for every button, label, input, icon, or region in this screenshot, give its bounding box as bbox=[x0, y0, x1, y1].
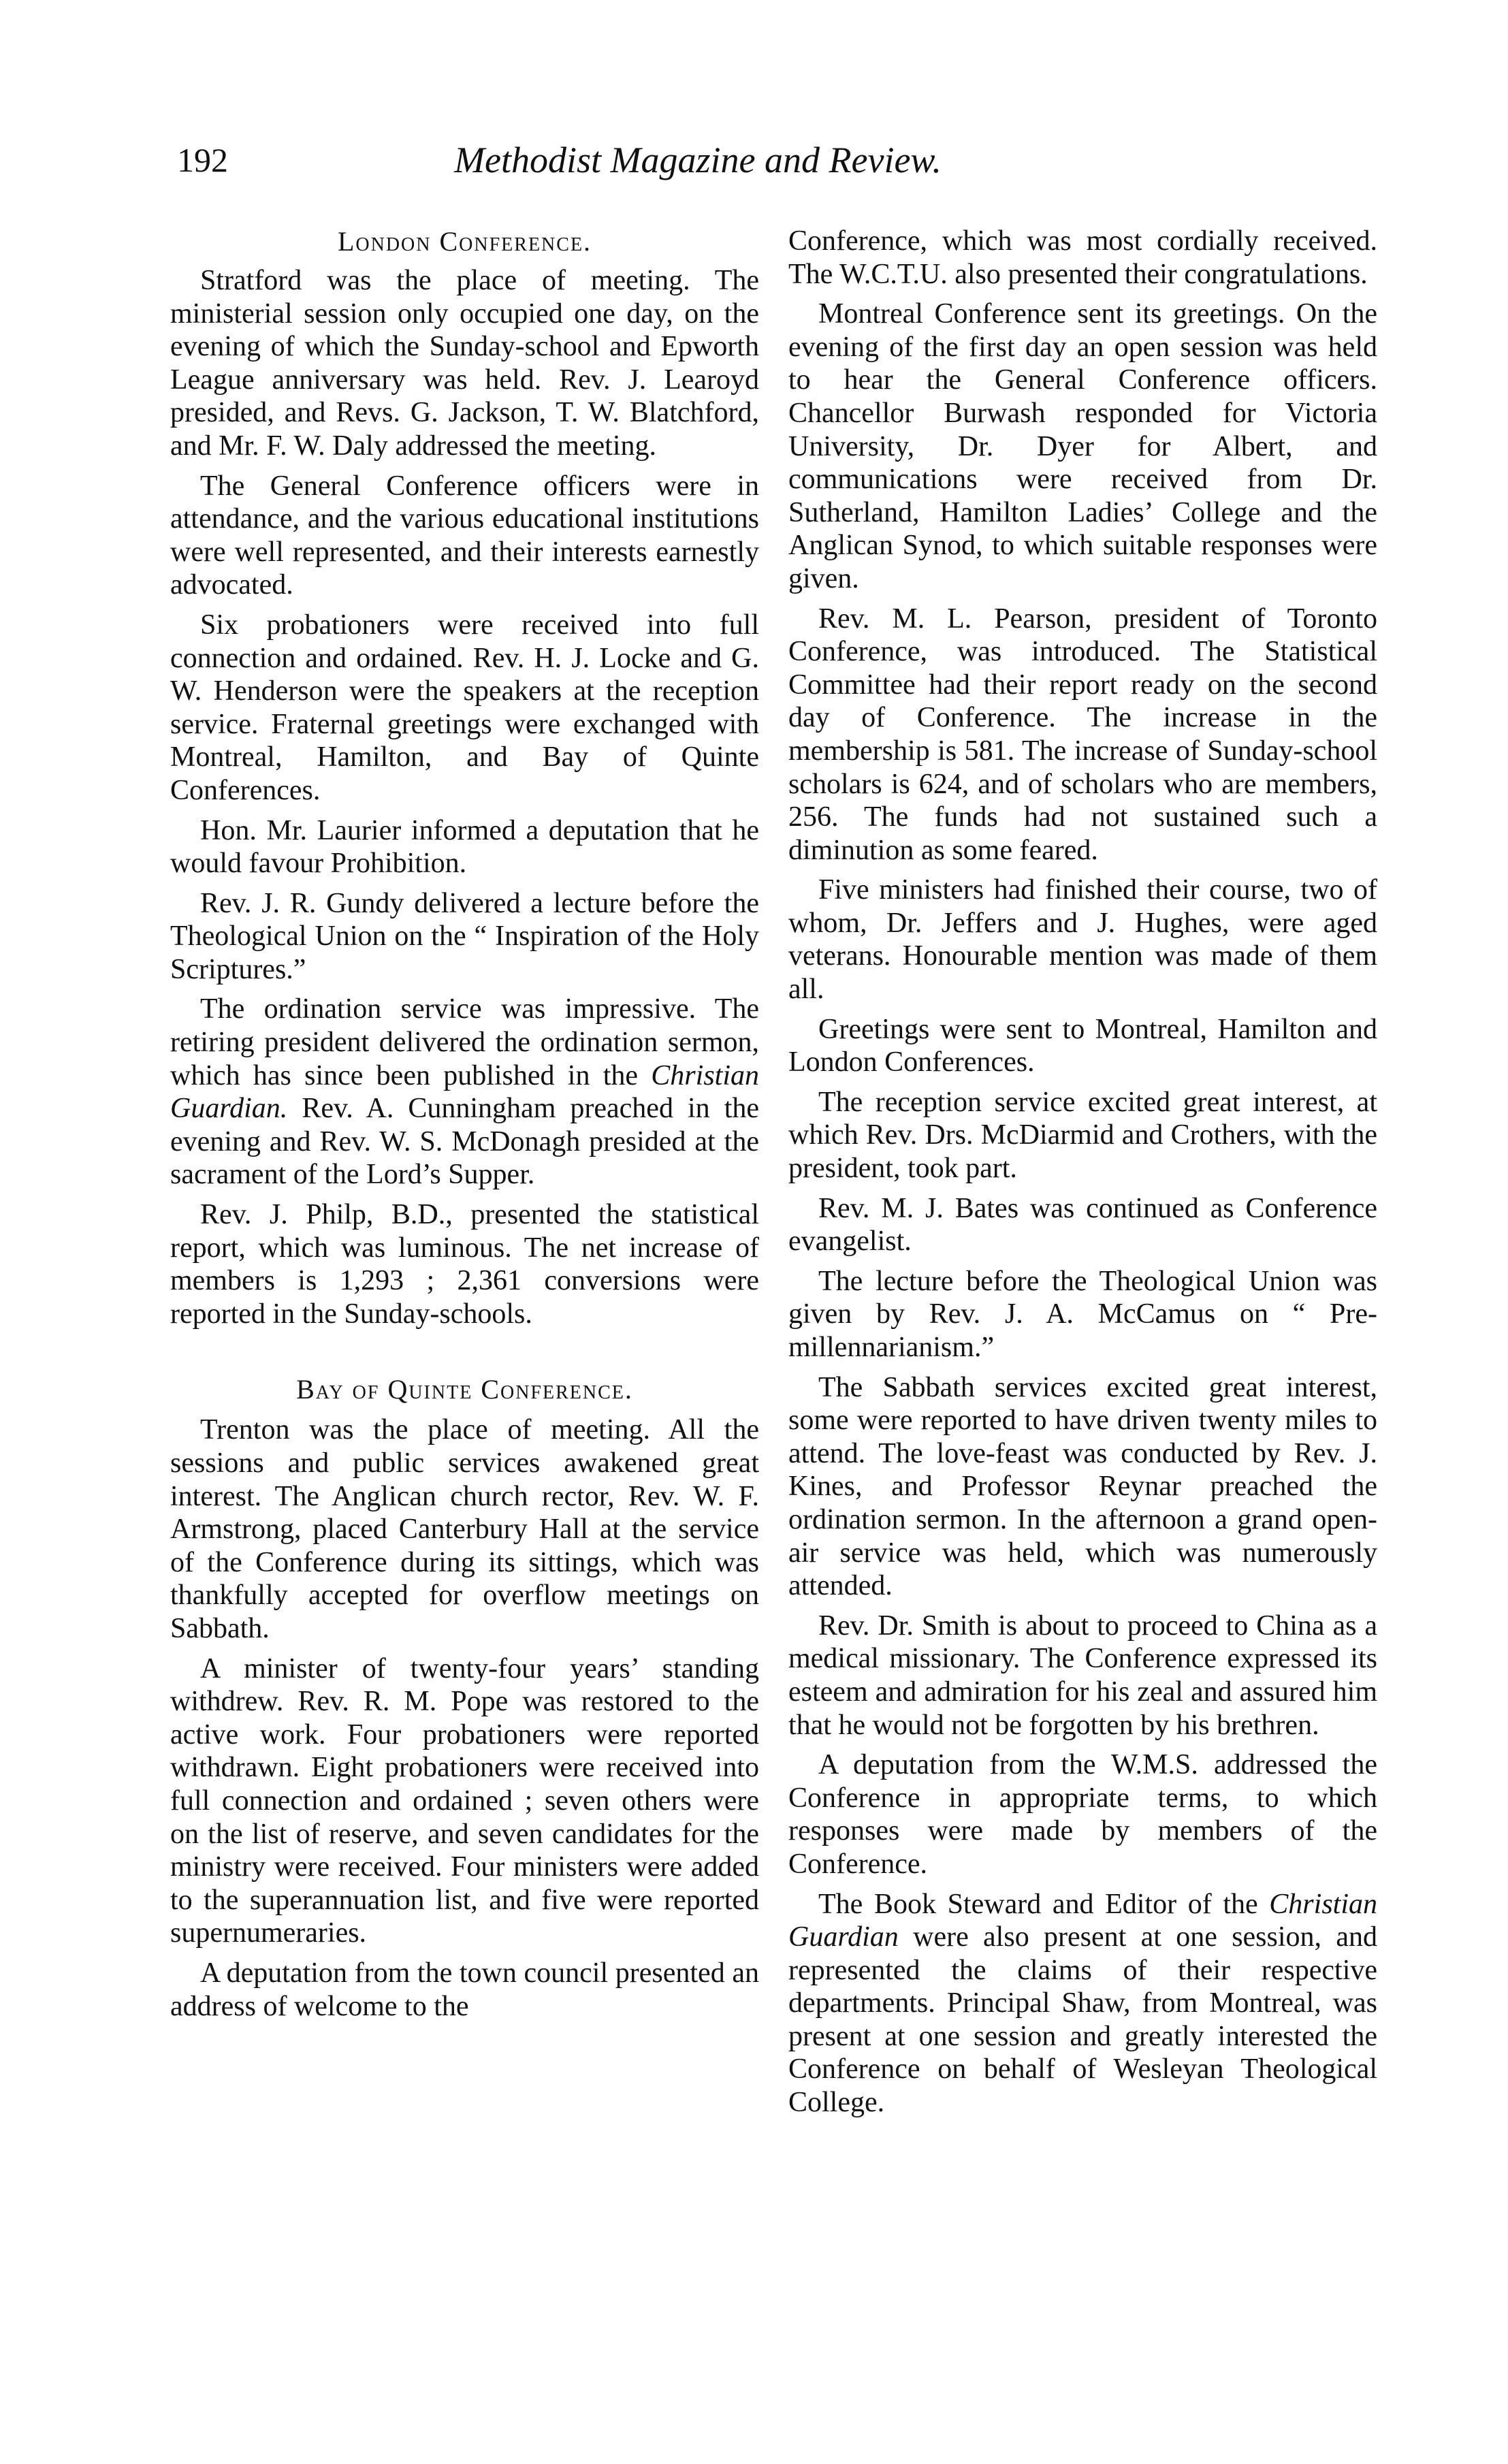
paragraph: Hon. Mr. Laurier informed a deputation that he would favour Prohibition. bbox=[170, 814, 759, 880]
paragraph: Rev. M. L. Pearson, president of Toronto Conference, was introduced. The Statistical Committee had their report ready on the second day of Conference. The increase in the membership is 581. The increase of Sunday-school scholars is 624, and of scholars who are members, 256. The funds had not sustained such a diminution as some feared. bbox=[788, 603, 1377, 866]
paragraph bbox=[788, 1888, 1377, 2119]
paragraph: Six probationers were received into full connection and ordained. Rev. H. J. Locke and G. W. Henderson were the speakers at the reception service. Fraternal greetings were exchanged with Montreal, Hamilton, and Bay of Quinte Conferences. bbox=[170, 609, 759, 806]
paragraph-continued: Conference, which was most cordially received. The W.C.T.U. also presented their congratulations. bbox=[788, 225, 1377, 290]
periodical-title: Christian Guardian. bbox=[170, 1059, 760, 1125]
left-column bbox=[170, 225, 759, 2030]
paragraph: Five ministers had finished their course, two of whom, Dr. Jeffers and J. Hughes, were aged veterans. Honourable mention was made of them all. bbox=[788, 874, 1377, 1006]
paragraph: The lecture before the Theological Union was given by Rev. J. A. McCamus on “ Pre-millennarianism.” bbox=[788, 1265, 1377, 1363]
paragraph: Greetings were sent to Montreal, Hamilton and London Conferences. bbox=[788, 1013, 1377, 1078]
right-column bbox=[788, 225, 1377, 2126]
text-run: The ordination service was impressive. The retiring president delivered the ordination sermon, which has since been published in the bbox=[170, 993, 759, 1091]
paragraph: Rev. J. R. Gundy delivered a lecture before the Theological Union on the “ Inspiration of the Holy Scriptures.” bbox=[170, 887, 759, 985]
paragraph: Rev. J. Philp, B.D., presented the statistical report, which was luminous. The net increase of members is 1,293 ; 2,361 conversions were reported in the Sunday-schools. bbox=[170, 1199, 759, 1330]
paragraph: The Sabbath services excited great interest, some were reported to have driven twenty miles to attend. The love-feast was conducted by Rev. J. Kines, and Professor Reynar preached the ordination sermon. In the afternoon a grand open-air service was held, which was numerously attended. bbox=[788, 1371, 1377, 1602]
london-conference-heading: London Conference. bbox=[337, 226, 592, 257]
paragraph: A minister of twenty-four years’ standing withdrew. Rev. R. M. Pope was restored to the active work. Four probationers were reported withdrawn. Eight probationers were received into full connection and ordained ; seven others were on the list of reserve, and seven candidates for the ministry were received. Four ministers were added to the superannuation list, and five were reported supernumeraries. bbox=[170, 1652, 759, 1949]
paragraph: The General Conference officers were in attendance, and the various educational institutions were well represented, and their interests earnestly advocated. bbox=[170, 470, 759, 601]
paragraph: A deputation from the town council presented an address of welcome to the bbox=[170, 1957, 759, 2022]
paragraph: Montreal Conference sent its greetings. On the evening of the first day an open session was held to hear the General Conference officers. Chancellor Burwash responded for Victoria University, Dr. Dyer for Albert, and communications were received from Dr. Sutherland, Hamilton Ladies’ College and the Anglican Synod, to which suitable responses were given. bbox=[788, 298, 1377, 594]
periodical-title: Christian Guardian bbox=[788, 1888, 1378, 1953]
running-title: Methodist Magazine and Review. bbox=[454, 140, 942, 180]
paragraph: The reception service excited great interest, at which Rev. Drs. McDiarmid and Crothers, with the president, took part. bbox=[788, 1086, 1377, 1185]
text-run: were also present at one session, and represented the claims of their respective departments. Principal Shaw, from Montreal, was present at one session and greatly interested the Conference on behalf of Wesleyan Theological College. bbox=[788, 1921, 1378, 2119]
paragraph bbox=[170, 993, 759, 1191]
text-run: The Book Steward and Editor of the bbox=[818, 1888, 1258, 1920]
bay-of-quinte-conference-heading: Bay of Quinte Conference. bbox=[296, 1374, 633, 1405]
page-header bbox=[177, 140, 1219, 201]
text-run: Rev. A. Cunningham preached in the evening and Rev. W. S. McDonagh presided at the sacrament of the Lord’s Supper. bbox=[170, 1093, 760, 1191]
page-number: 192 bbox=[177, 141, 228, 179]
paragraph: A deputation from the W.M.S. addressed the Conference in appropriate terms, to which responses were made by members of the Conference. bbox=[788, 1749, 1377, 1880]
paragraph: Trenton was the place of meeting. All the sessions and public services awakened great interest. The Anglican church rector, Rev. W. F. Armstrong, placed Canterbury Hall at the service of the Conference during its sittings, which was thankfully accepted for overflow meetings on Sabbath. bbox=[170, 1414, 759, 1644]
paragraph: Rev. Dr. Smith is about to proceed to China as a medical missionary. The Conference expressed its esteem and admiration for his zeal and assured him that he would not be forgotten by his brethren. bbox=[788, 1610, 1377, 1741]
paragraph: Stratford was the place of meeting. The ministerial session only occupied one day, on the evening of which the Sunday-school and Epworth League anniversary was held. Rev. J. Learoyd presided, and Revs. G. Jackson, T. W. Blatchford, and Mr. F. W. Daly addressed the meeting. bbox=[170, 265, 759, 462]
paragraph: Rev. M. J. Bates was continued as Conference evangelist. bbox=[788, 1192, 1377, 1258]
